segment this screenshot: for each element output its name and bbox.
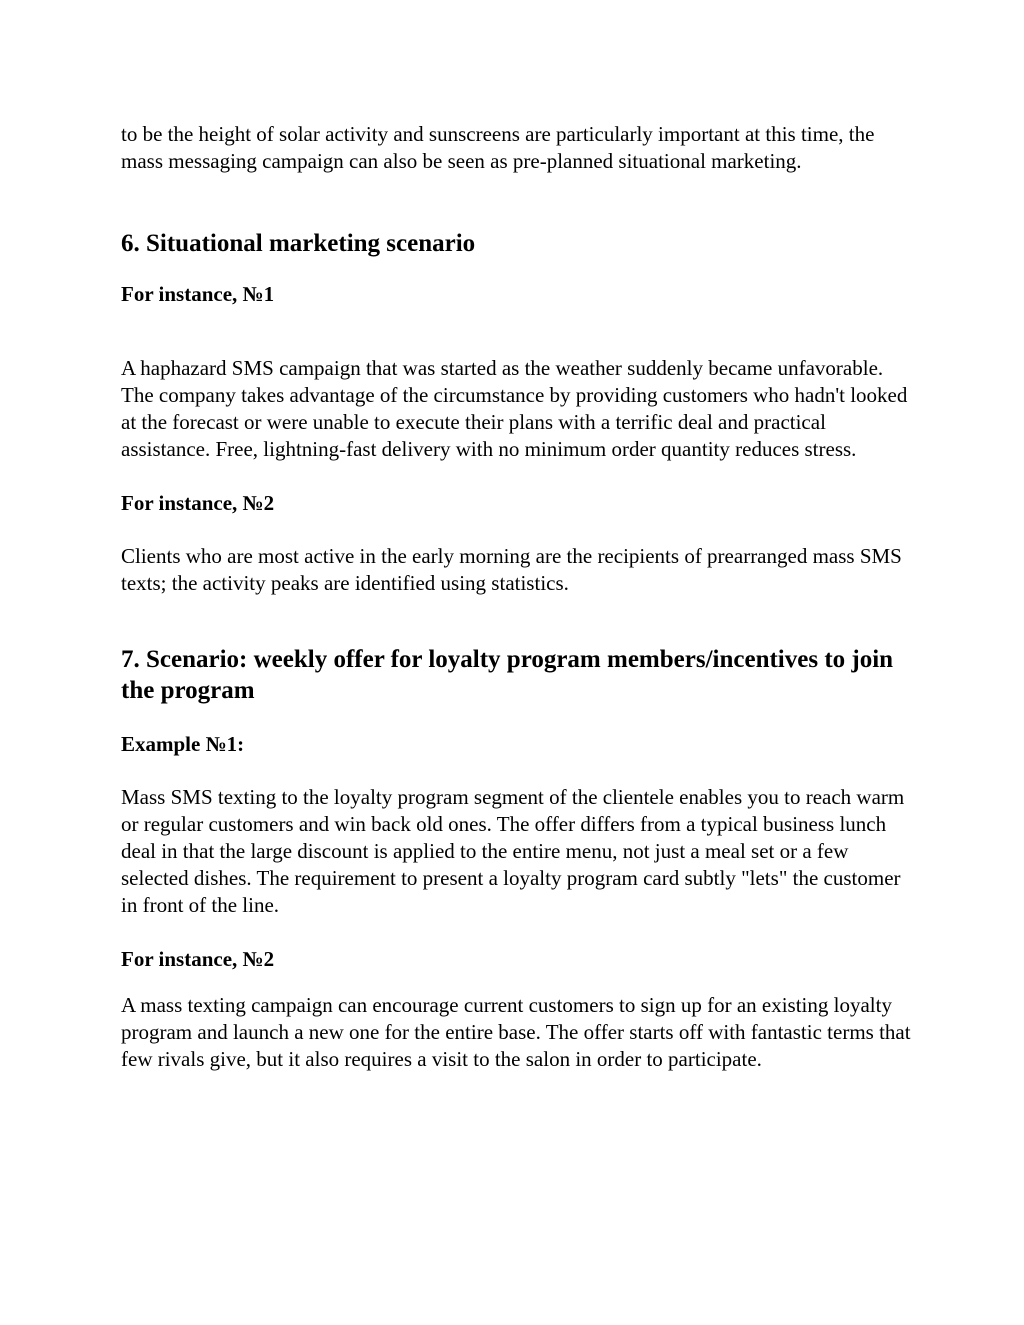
section-6-example-1-text: A haphazard SMS campaign that was started as the weather suddenly became unfavorable. The company takes advantage of the circumstance by providing customers who hadn't looked at the forecast or were unable to execute their plans with a terrific deal and practical assistance. Free, lightning-fast delivery with no minimum order quantity reduces stress. <box>121 356 908 461</box>
section-7-heading: 7. Scenario: weekly offer for loyalty program members/incentives to join the program <box>121 646 894 704</box>
section-6-example-2-text: Clients who are most active in the early morning are the recipients of prearranged mass SMS texts; the activity peaks are identified using statistics. <box>121 544 902 595</box>
section-7-example-1-label: Example №1: <box>121 732 245 756</box>
section-6-example-2-label: For instance, №2 <box>121 491 275 515</box>
document-page <box>121 121 911 1073</box>
section-7-example-1-text: Mass SMS texting to the loyalty program segment of the clientele enables you to reach warm or regular customers and win back old ones. The offer differs from a typical business lunch deal in that the large discount is applied to the entire menu, not just a meal set or a few selected dishes. The requirement to present a loyalty program card subtly "lets" the customer in front of the line. <box>121 785 905 917</box>
section-6-example-1-label: For instance, №1 <box>121 282 275 306</box>
intro-paragraph: to be the height of solar activity and sunscreens are particularly important at this time, the mass messaging campaign can also be seen as pre-planned situational marketing. <box>121 122 875 173</box>
section-7-example-2-text: A mass texting campaign can encourage current customers to sign up for an existing loyalty program and launch a new one for the entire base. The offer starts off with fantastic terms that few rivals give, but it also requires a visit to the salon in order to participate. <box>121 993 911 1071</box>
section-7-example-2-label: For instance, №2 <box>121 947 275 971</box>
section-6-heading: 6. Situational marketing scenario <box>121 230 476 257</box>
